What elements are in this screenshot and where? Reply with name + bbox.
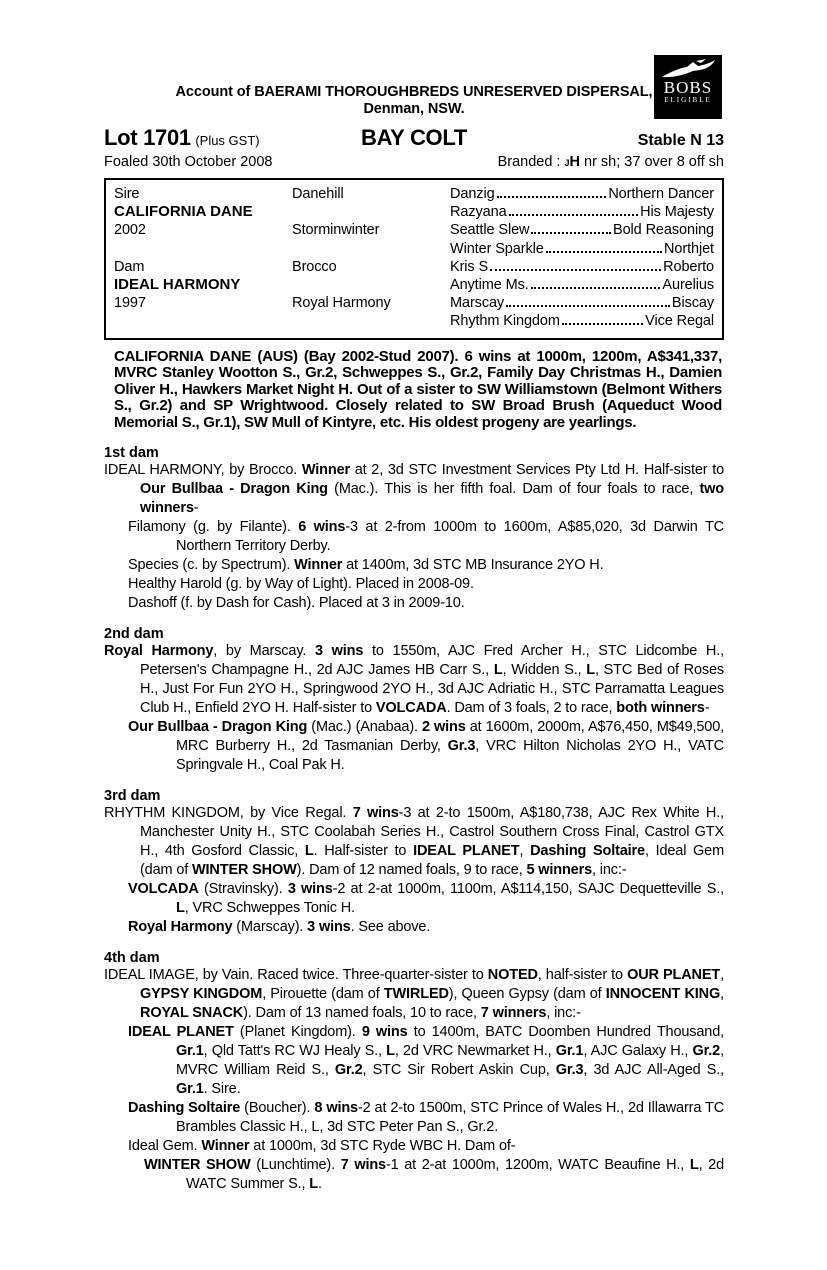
pedigree-gen3 [450, 240, 714, 258]
pedigree-row [114, 240, 714, 258]
brand-prefix: Branded : [497, 154, 565, 170]
section-heading: 2nd dam [104, 625, 164, 642]
stable-number: Stable N 13 [637, 132, 724, 149]
section-heading: 1st dam [104, 444, 159, 461]
lot-number: Lot 1701 [104, 125, 191, 150]
pedigree-gen3 [450, 221, 714, 239]
account-line-1: Account of BAERAMI THOROUGHBREDS UNRESERVED DISPERSAL, [175, 84, 653, 100]
account-header [104, 84, 724, 118]
progeny-paragraph: Our Bullbaa - Dragon King (Mac.) (Anabaa). 2 wins at 1600m, 2000m, A$76,450, M$49,500, MRC Burberry H., 2d Tasmanian Derby, Gr.3, VRC Hilton Nicholas 2YO H., VATC Springvale H., Coal Pak H. [128, 718, 725, 773]
dot-leader [562, 323, 643, 325]
gen4-name: Vice Regal [645, 313, 714, 330]
pedigree-gen3 [450, 185, 714, 203]
dam-paragraph: IDEAL IMAGE, by Vain. Raced twice. Three-quarter-sister to NOTED, half-sister to OUR PLANET, GYPSY KINGDOM, Pirouette (dam of TWIRLED), Queen Gypsy (dam of INNOCENT KING, ROYAL SNACK). Dam of 13 named foals, 10 to race, 7 winners, inc:- [104, 966, 724, 1021]
progeny-paragraph: Dashing Soltaire (Boucher). 8 wins-2 at 2-to 1500m, STC Prince of Wales H., 2d Illawarra TC Brambles Classic H., L, 3d STC Peter Pan S., Gr.2. [128, 1099, 725, 1135]
progeny-paragraph: Ideal Gem. Winner at 1000m, 3d STC Ryde WBC H. Dam of- [128, 1137, 516, 1154]
lot-gst-note: (Plus GST) [195, 133, 260, 148]
account-line-2: Denman, NSW. [363, 101, 465, 117]
pedigree-gen3 [450, 203, 714, 221]
pedigree-row [114, 294, 714, 312]
brand-mark-small: J [564, 158, 570, 168]
pedigree-gen2 [292, 312, 450, 330]
progeny-sub-paragraph: WINTER SHOW (Lunchtime). 7 wins-1 at 2-at 1000m, 1200m, WATC Beaufine H., L, 2d WATC Summer S., L. [144, 1156, 725, 1192]
foaled-date: Foaled 30th October 2008 [104, 154, 273, 170]
dot-leader [531, 287, 661, 289]
gen4-name: Northern Dancer [608, 186, 714, 202]
foaled-branded-row [104, 154, 724, 170]
pedigree-gen2 [292, 203, 450, 221]
progeny-paragraph: Dashoff (f. by Dash for Cash). Placed at 3 in 2009-10. [128, 594, 465, 611]
gen4-name: Bold Reasoning [613, 222, 714, 239]
gen3-name: Kris S [450, 258, 489, 275]
gen3-name: Rhythm Kingdom [450, 313, 560, 330]
sire-name: CALIFORNIA DANE [114, 203, 253, 221]
progeny-paragraph: Royal Harmony (Marscay). 3 wins. See above. [128, 918, 431, 935]
pedigree-label [114, 240, 292, 258]
lot-content [104, 84, 724, 1194]
pedigree-row [114, 312, 714, 330]
gen3-name: Winter Sparkle [450, 240, 544, 257]
progeny-paragraph: Filamony (g. by Filante). 6 wins-3 at 2-from 1000m to 1600m, A$85,020, 3d Darwin TC Northern Territory Derby. [128, 518, 725, 554]
lot-title-row [104, 125, 724, 151]
lot-id [104, 125, 361, 151]
pedigree-gen2: Storminwinter [292, 222, 380, 239]
pedigree-row [114, 221, 714, 239]
gen4-name: His Majesty [640, 204, 714, 221]
dam-name: IDEAL HARMONY [114, 276, 241, 294]
page-title: BAY COLT [361, 125, 467, 150]
progeny-paragraph: Healthy Harold (g. by Way of Light). Placed in 2008-09. [128, 575, 474, 592]
pedigree-row [114, 185, 714, 203]
gen4-name: Northjet [664, 240, 714, 257]
pedigree-gen3 [450, 276, 714, 294]
pedigree-gen3 [450, 258, 714, 276]
dot-leader [531, 232, 611, 234]
section-2nd-dam [104, 626, 724, 775]
pedigree-label: Dam [114, 258, 145, 275]
gen4-name: Roberto [663, 258, 714, 275]
dam-paragraph: IDEAL HARMONY, by Brocco. Winner at 2, 3d STC Investment Services Pty Ltd H. Half-sister to Our Bullbaa - Dragon King (Mac.). This is her fifth foal. Dam of four foals to race, two winners- [104, 461, 724, 516]
dot-leader [490, 269, 661, 271]
pedigree-gen2 [292, 240, 450, 258]
dot-leader [506, 305, 670, 307]
pedigree-gen3 [450, 312, 714, 330]
progeny-paragraph: VOLCADA (Stravinsky). 3 wins-2 at 2-at 1000m, 1100m, A$114,150, SAJC Dequetteville S., L, VRC Schweppes Tonic H. [128, 880, 724, 916]
gen3-name: Danzig [450, 186, 495, 202]
pedigree-gen2 [292, 276, 450, 294]
horse-head-icon [660, 59, 716, 79]
bobs-logo-subtext: ELIGIBLE [664, 96, 712, 104]
section-heading: 4th dam [104, 949, 160, 966]
section-heading: 3rd dam [104, 787, 161, 804]
progeny-paragraph: IDEAL PLANET (Planet Kingdom). 9 wins to 1400m, BATC Doomben Hundred Thousand, Gr.1, Qld Tatt's RC WJ Healy S., L, 2d VRC Newmarket H., Gr.1, AJC Galaxy H., Gr.2, MVRC William Reid S., Gr.2, STC Sir Robert Askin Cup, Gr.3, 3d AJC All-Aged S., Gr.1. Sire. [128, 1023, 725, 1097]
dot-leader [546, 251, 662, 253]
section-1st-dam [104, 445, 724, 613]
section-3rd-dam [104, 788, 724, 937]
dam-paragraph: RHYTHM KINGDOM, by Vice Regal. 7 wins-3 at 2-to 1500m, A$180,738, AJC Rex White H., Manchester Unity H., STC Coolabah Series H., Castrol Southern Cross Final, Castrol GTX H., 4th Gosford Classic, L. Half-sister to IDEAL PLANET, Dashing Soltaire, Ideal Gem (dam of WINTER SHOW). Dam of 12 named foals, 9 to race, 5 winners, inc:- [104, 804, 725, 878]
pedigree-gen2: Danehill [292, 186, 344, 202]
gen3-name: Anytime Ms. [450, 277, 529, 294]
brand-suffix: nr sh; 37 over 8 off sh [579, 154, 724, 170]
gen4-name: Aurelius [662, 277, 714, 294]
gen3-name: Razyana [450, 204, 507, 221]
dot-leader [509, 214, 639, 216]
dot-leader [497, 196, 607, 198]
pedigree-gen2: Royal Harmony [292, 295, 391, 312]
pedigree-table [104, 178, 724, 340]
pedigree-label [114, 312, 292, 330]
pedigree-label: 2002 [114, 222, 146, 239]
pedigree-gen2: Brocco [292, 258, 337, 275]
brand-info [498, 154, 724, 170]
pedigree-row [114, 203, 714, 221]
dam-paragraph: Royal Harmony, by Marscay. 3 wins to 1550m, AJC Fred Archer H., STC Lidcombe H., Petersen's Champagne H., 2d AJC James HB Carr S., L, Widden S., L, STC Bed of Roses H., Just For Fun 2YO H., Springwood 2YO H., 3d AJC Adriatic H., STC Parramatta Leagues Club H., Enfield 2YO H. Half-sister to VOLCADA. Dam of 3 foals, 2 to race, both winners- [104, 642, 725, 716]
pedigree-label: Sire [114, 186, 140, 202]
pedigree-row [114, 276, 714, 294]
progeny-paragraph: Species (c. by Spectrum). Winner at 1400m, 3d STC MB Insurance 2YO H. [128, 556, 604, 573]
gen3-name: Seattle Slew [450, 222, 530, 239]
pedigree-gen3 [450, 294, 714, 312]
bobs-logo-text: BOBS [663, 78, 713, 97]
gen4-name: Biscay [671, 295, 714, 312]
section-4th-dam [104, 950, 724, 1194]
gen3-name: Marscay [450, 295, 505, 312]
sire-description: CALIFORNIA DANE (AUS) (Bay 2002-Stud 2007). 6 wins at 1000m, 1200m, A$341,337, MVRC Stanley Wootton S., Gr.2, Schweppes S., Gr.2, Family Day Christmas H., Damien Oliver H., Hawkers Market Night H. Out of a sister to SW Williamstown (Belmont Withers S., Gr.2) and SP Wrightwood. Closely related to SW Broad Brush (Aqueduct Wood Memorial S., Gr.1), SW Mull of Kintyre, etc. His oldest progeny are yearlings. [114, 347, 722, 431]
pedigree-row [114, 258, 714, 276]
pedigree-label: 1997 [114, 295, 146, 312]
brand-mark-large: H [569, 154, 580, 170]
